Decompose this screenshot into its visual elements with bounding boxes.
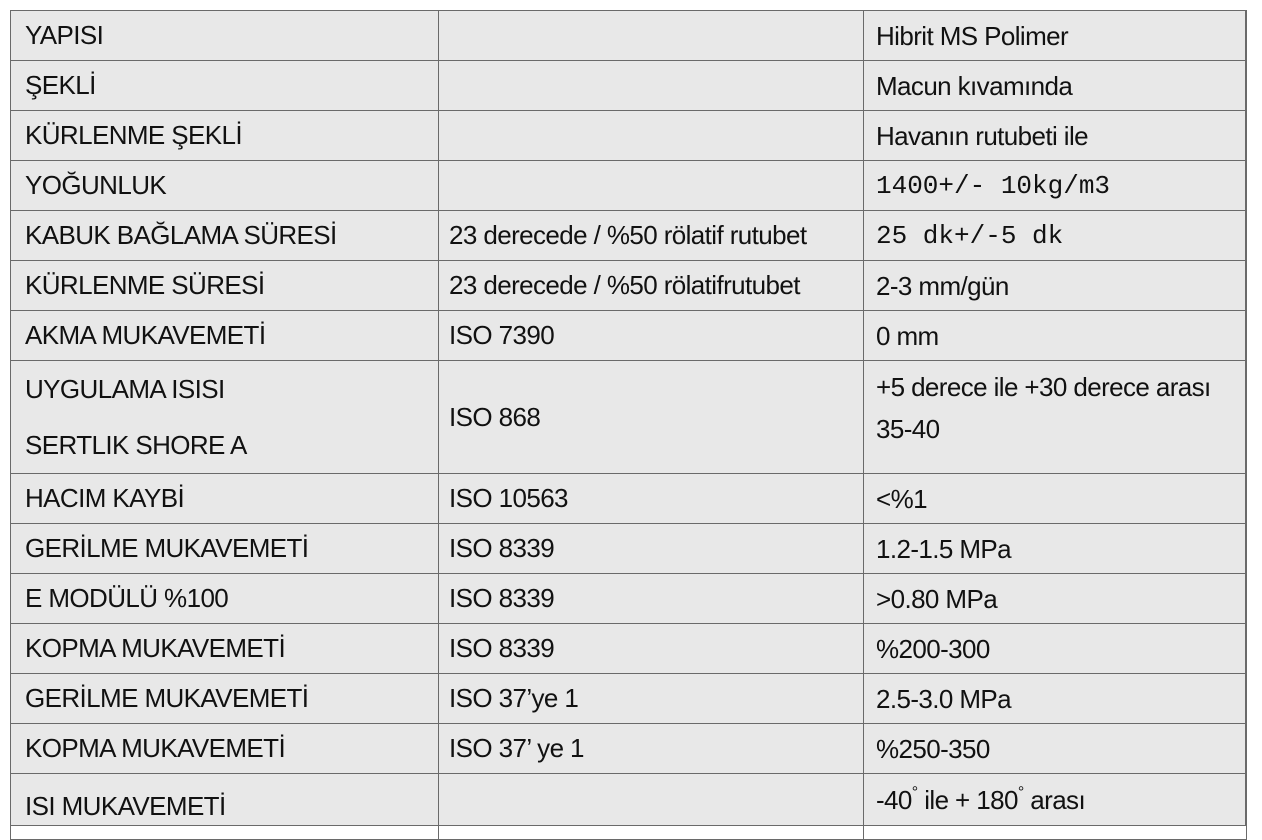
value-cell: Hibrit MS Polimer <box>864 11 1247 61</box>
table-row <box>11 574 1247 624</box>
table-row <box>11 361 1247 474</box>
standard-cell <box>439 774 864 840</box>
value-part: ile + 180 <box>917 785 1018 815</box>
table-row <box>11 474 1247 524</box>
value-cell: 1400+/- 10kg/m3 <box>864 161 1247 211</box>
value-text: 35-40 <box>876 414 940 444</box>
standard-cell: ISO 8339 <box>439 624 864 674</box>
property-cell: KOPMA MUKAVEMETİ <box>11 624 439 674</box>
property-cell <box>11 361 439 474</box>
property-text: SERTLIK SHORE A <box>25 430 247 460</box>
property-cell: E MODÜLÜ %100 <box>11 574 439 624</box>
table-row <box>11 261 1247 311</box>
standard-text: ISO 868 <box>449 402 541 432</box>
property-cell: KOPMA MUKAVEMETİ <box>11 724 439 774</box>
spec-sheet <box>10 10 1246 826</box>
property-cell: KÜRLENME ŞEKLİ <box>11 111 439 161</box>
table-row <box>11 61 1247 111</box>
value-cell: <%1 <box>864 474 1247 524</box>
standard-cell: ISO 37’ ye 1 <box>439 724 864 774</box>
standard-cell: ISO 37’ye 1 <box>439 674 864 724</box>
standard-cell <box>439 111 864 161</box>
table-row <box>11 211 1247 261</box>
property-cell: GERİLME MUKAVEMETİ <box>11 524 439 574</box>
table-row <box>11 311 1247 361</box>
property-cell: YOĞUNLUK <box>11 161 439 211</box>
table-row <box>11 161 1247 211</box>
table-row <box>11 774 1247 840</box>
value-cell: 2.5-3.0 MPa <box>864 674 1247 724</box>
value-part: -40 <box>876 785 912 815</box>
specification-table <box>10 10 1247 840</box>
table-row <box>11 111 1247 161</box>
value-part: arası <box>1023 785 1086 815</box>
property-cell: ŞEKLİ <box>11 61 439 111</box>
value-cell: 2-3 mm/gün <box>864 261 1247 311</box>
property-cell: KÜRLENME SÜRESİ <box>11 261 439 311</box>
standard-cell: 23 derecede / %50 rölatifrutubet <box>439 261 864 311</box>
standard-cell: ISO 8339 <box>439 524 864 574</box>
value-cell <box>864 361 1247 474</box>
value-text: +5 derece ile +30 derece arası <box>876 372 1211 402</box>
property-cell: GERİLME MUKAVEMETİ <box>11 674 439 724</box>
standard-cell: 23 derecede / %50 rölatif rutubet <box>439 211 864 261</box>
property-cell: HACIM KAYBİ <box>11 474 439 524</box>
table-row <box>11 524 1247 574</box>
value-cell: %250-350 <box>864 724 1247 774</box>
value-cell: Macun kıvamında <box>864 61 1247 111</box>
property-cell: KABUK BAĞLAMA SÜRESİ <box>11 211 439 261</box>
table-row <box>11 724 1247 774</box>
property-cell: YAPISI <box>11 11 439 61</box>
value-cell: 25 dk+/-5 dk <box>864 211 1247 261</box>
property-cell: AKMA MUKAVEMETİ <box>11 311 439 361</box>
standard-cell <box>439 361 864 474</box>
standard-cell <box>439 11 864 61</box>
table-row <box>11 674 1247 724</box>
value-cell: %200-300 <box>864 624 1247 674</box>
property-cell: ISI MUKAVEMETİ <box>11 774 439 840</box>
standard-cell <box>439 161 864 211</box>
table-row <box>11 11 1247 61</box>
property-text: UYGULAMA ISISI <box>25 374 225 404</box>
standard-cell: ISO 8339 <box>439 574 864 624</box>
standard-cell <box>439 61 864 111</box>
degree-symbol: ° <box>1017 784 1024 801</box>
value-cell: 1.2-1.5 MPa <box>864 524 1247 574</box>
degree-symbol: ° <box>911 784 918 801</box>
value-cell <box>864 774 1247 840</box>
table-row <box>11 624 1247 674</box>
standard-cell: ISO 10563 <box>439 474 864 524</box>
standard-cell: ISO 7390 <box>439 311 864 361</box>
value-cell: >0.80 MPa <box>864 574 1247 624</box>
value-cell: Havanın rutubeti ile <box>864 111 1247 161</box>
value-cell: 0 mm <box>864 311 1247 361</box>
